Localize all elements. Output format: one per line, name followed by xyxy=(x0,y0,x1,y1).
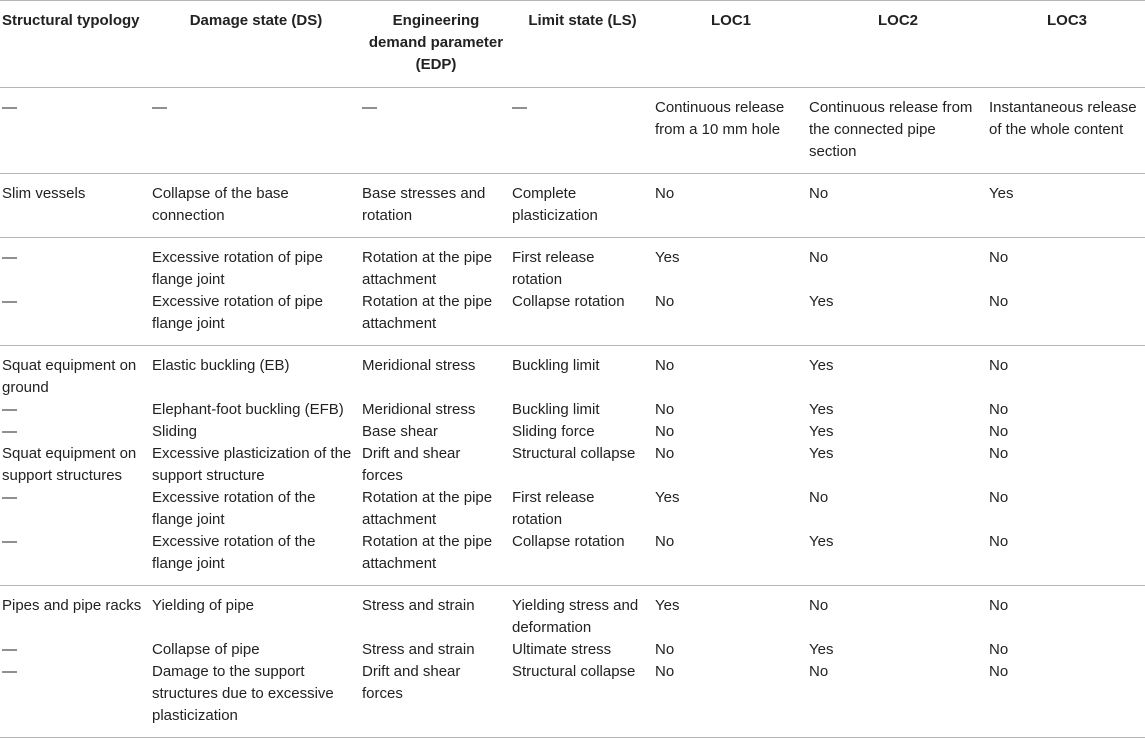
cell-typology: Squat equipment on support structures xyxy=(2,445,137,484)
cell-damage-state: Yielding of pipe xyxy=(152,597,255,614)
cell-loc2: Yes xyxy=(809,423,834,440)
header-loc3: LOC3 xyxy=(987,1,1145,88)
header-row xyxy=(0,1,1145,88)
table-row xyxy=(0,639,1145,661)
cell-typology: Squat equipment on ground xyxy=(2,357,137,396)
cell-loc3: No xyxy=(987,291,1145,346)
cell-edp: Base shear xyxy=(362,423,438,440)
cell-limit-state: First release rotation xyxy=(512,249,595,288)
cell-edp: Rotation at the pipe attachment xyxy=(362,489,493,528)
cell-typology: — xyxy=(2,401,17,418)
header-structural-typology: Structural typology xyxy=(0,1,150,88)
table-row xyxy=(0,88,1145,174)
header-damage-state: Damage state (DS) xyxy=(150,1,360,88)
cell-loc2: Yes xyxy=(809,445,834,462)
cell-loc3: No xyxy=(987,531,1145,586)
table-body xyxy=(0,88,1145,738)
cell-loc1: Yes xyxy=(655,489,680,506)
cell-loc2: No xyxy=(807,661,987,738)
cell-damage-state: — xyxy=(150,88,360,174)
cell-edp: Rotation at the pipe attachment xyxy=(360,291,510,346)
cell-limit-state: — xyxy=(510,88,653,174)
cell-typology: — xyxy=(2,489,17,506)
cell-loc1: No xyxy=(653,531,807,586)
cell-damage-state: Excessive rotation of pipe flange joint xyxy=(150,291,360,346)
header-edp: Engineering demand parameter (EDP) xyxy=(360,1,510,88)
cell-limit-state: Structural collapse xyxy=(512,445,636,462)
cell-loc1: No xyxy=(653,291,807,346)
cell-loc1: No xyxy=(655,357,675,374)
header-loc1: LOC1 xyxy=(653,1,807,88)
cell-loc1: No xyxy=(655,641,675,658)
cell-edp: Base stresses and rotation xyxy=(360,174,510,238)
cell-limit-state: Collapse rotation xyxy=(510,531,653,586)
table-header xyxy=(0,1,1145,88)
cell-loc2: Yes xyxy=(807,531,987,586)
cell-edp: Stress and strain xyxy=(362,597,475,614)
cell-edp: Meridional stress xyxy=(362,357,476,374)
cell-damage-state: Elephant-foot buckling (EFB) xyxy=(152,401,344,418)
cell-damage-state: Damage to the support structures due to excessive plasticization xyxy=(150,661,360,738)
cell-loc1: No xyxy=(653,174,807,238)
cell-damage-state: Excessive rotation of the flange joint xyxy=(152,489,316,528)
table-row xyxy=(0,346,1145,400)
cell-loc3: Instantaneous release of the whole content xyxy=(987,88,1145,174)
cell-typology: — xyxy=(0,291,150,346)
cell-damage-state: Collapse of the base connection xyxy=(150,174,360,238)
cell-loc3: No xyxy=(989,249,1009,266)
cell-loc3: No xyxy=(989,401,1009,418)
table-row xyxy=(0,174,1145,238)
cell-damage-state: Excessive rotation of pipe flange joint xyxy=(152,249,323,288)
table-row xyxy=(0,661,1145,738)
cell-limit-state: Structural collapse xyxy=(510,661,653,738)
cell-limit-state: Buckling limit xyxy=(512,357,600,374)
table-row xyxy=(0,238,1145,292)
cell-limit-state: Sliding force xyxy=(512,423,595,440)
cell-loc2: No xyxy=(807,174,987,238)
cell-typology: Pipes and pipe racks xyxy=(2,597,142,614)
cell-typology: — xyxy=(0,88,150,174)
cell-edp: Drift and shear forces xyxy=(362,445,461,484)
cell-loc2: No xyxy=(809,597,829,614)
cell-loc2: Yes xyxy=(809,641,834,658)
table-row xyxy=(0,399,1145,421)
cell-loc1: No xyxy=(655,445,675,462)
table-row xyxy=(0,531,1145,586)
cell-loc2: No xyxy=(809,249,829,266)
cell-loc3: No xyxy=(989,357,1009,374)
cell-damage-state: Sliding xyxy=(152,423,198,440)
cell-loc3: No xyxy=(989,597,1009,614)
cell-damage-state: Excessive rotation of the flange joint xyxy=(150,531,360,586)
cell-loc3: No xyxy=(989,423,1009,440)
cell-loc3: Yes xyxy=(987,174,1145,238)
cell-edp: Drift and shear forces xyxy=(360,661,510,738)
cell-loc2: No xyxy=(809,489,829,506)
cell-limit-state: Collapse rotation xyxy=(510,291,653,346)
cell-loc1: No xyxy=(653,661,807,738)
cell-limit-state: Yielding stress and deformation xyxy=(512,597,639,636)
cell-loc3: No xyxy=(989,489,1009,506)
cell-loc3: No xyxy=(989,445,1009,462)
cell-loc1: No xyxy=(655,423,675,440)
cell-typology: — xyxy=(2,249,17,266)
cell-typology: Slim vessels xyxy=(0,174,150,238)
cell-typology: — xyxy=(0,661,150,738)
header-loc2: LOC2 xyxy=(807,1,987,88)
cell-limit-state: Complete plasticization xyxy=(510,174,653,238)
cell-limit-state: First release rotation xyxy=(512,489,595,528)
cell-typology: — xyxy=(2,641,17,658)
table-row xyxy=(0,586,1145,640)
cell-loc3: No xyxy=(989,641,1009,658)
cell-loc1: Yes xyxy=(655,597,680,614)
cell-typology: — xyxy=(0,531,150,586)
header-limit-state: Limit state (LS) xyxy=(510,1,653,88)
cell-edp: Meridional stress xyxy=(362,401,476,418)
cell-loc1: Yes xyxy=(655,249,680,266)
cell-loc1: Continuous release from a 10 mm hole xyxy=(653,88,807,174)
cell-edp: Rotation at the pipe attachment xyxy=(362,249,493,288)
table-row xyxy=(0,443,1145,487)
cell-loc2: Yes xyxy=(809,357,834,374)
cell-loc2: Yes xyxy=(807,291,987,346)
cell-loc1: No xyxy=(655,401,675,418)
cell-damage-state: Collapse of pipe xyxy=(152,641,260,658)
cell-damage-state: Elastic buckling (EB) xyxy=(152,357,290,374)
cell-loc2: Yes xyxy=(809,401,834,418)
table-row xyxy=(0,421,1145,443)
cell-edp: Stress and strain xyxy=(362,641,475,658)
cell-damage-state: Excessive plasticization of the support structure xyxy=(152,445,352,484)
cell-loc2: Continuous release from the connected pipe section xyxy=(807,88,987,174)
cell-limit-state: Buckling limit xyxy=(512,401,600,418)
cell-edp: — xyxy=(360,88,510,174)
table-row xyxy=(0,291,1145,346)
table-row xyxy=(0,487,1145,531)
cell-edp: Rotation at the pipe attachment xyxy=(360,531,510,586)
cell-limit-state: Ultimate stress xyxy=(512,641,612,658)
cell-loc3: No xyxy=(987,661,1145,738)
cell-typology: — xyxy=(2,423,17,440)
